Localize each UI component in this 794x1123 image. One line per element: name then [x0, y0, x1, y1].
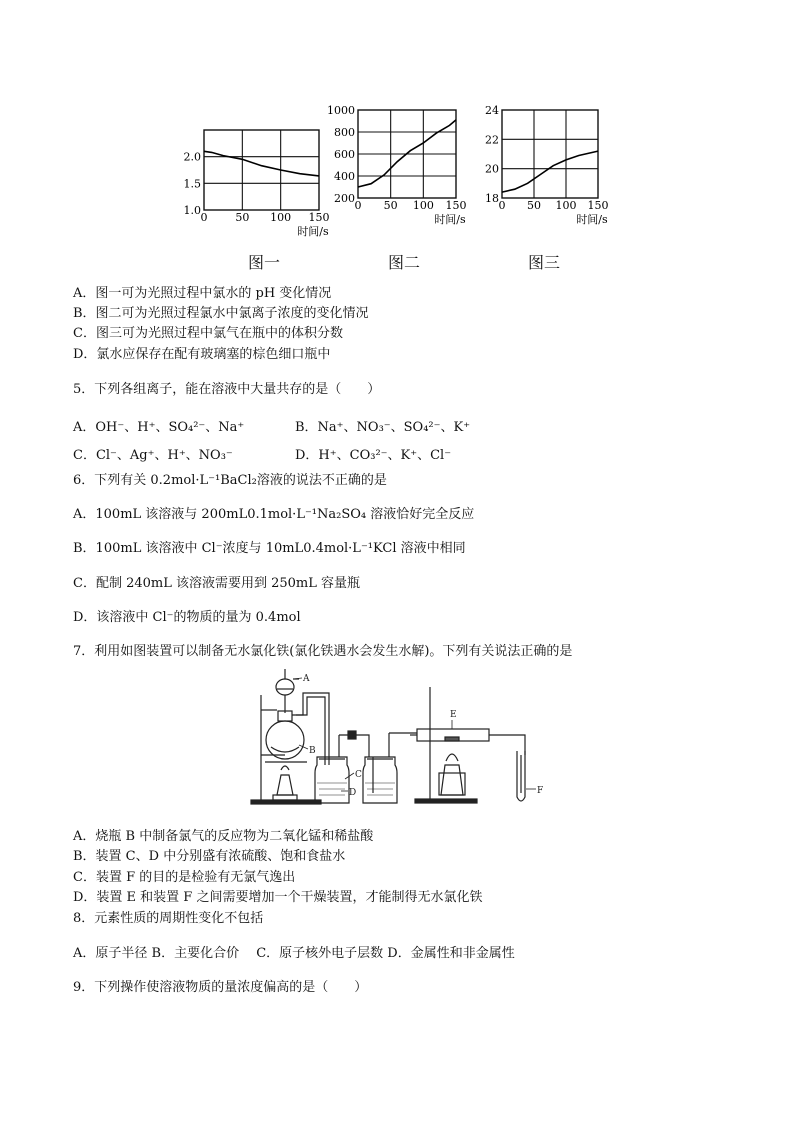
y-tick-label: 600	[334, 148, 355, 161]
chart-figure-1	[180, 122, 330, 247]
plot-frame	[204, 130, 319, 210]
q9-stem: 9．下列操作使溶液物质的量浓度偏高的是（ ）	[73, 980, 368, 995]
q6-option-d: D．该溶液中 Cl⁻的物质的量为 0.4mol	[73, 610, 301, 625]
apparatus-diagram	[245, 665, 560, 810]
q8-options: A．原子半径 B．主要化合价 C．原子核外电子层数 D．金属性和非金属性	[73, 946, 515, 961]
q4-option-b: B．图二可为光照过程氯水中氯离子浓度的变化情况	[73, 306, 369, 321]
y-tick-label: 24	[485, 104, 499, 117]
q6-option-b: B．100mL 该溶液中 Cl⁻浓度与 10mL0.4mol·L⁻¹KCl 溶液中相同	[73, 541, 466, 556]
x-axis-label: 时间/s	[434, 213, 466, 226]
q6-stem: 6．下列有关 0.2mol·L⁻¹BaCl₂溶液的说法不正确的是	[73, 473, 387, 488]
y-tick-label: 400	[334, 170, 355, 183]
q7-option-a: A．烧瓶 B 中制备氯气的反应物为二氧化锰和稀盐酸	[73, 829, 374, 844]
x-tick-label: 50	[527, 199, 541, 212]
chart-figure-3	[478, 100, 618, 235]
y-tick-label: 22	[485, 133, 499, 147]
label-e: E	[450, 710, 457, 720]
q6-option-a: A．100mL 该溶液与 200mL0.1mol·L⁻¹Na₂SO₄ 溶液恰好完全反应	[73, 507, 475, 522]
series-line	[502, 151, 598, 192]
x-tick-label: 50	[383, 199, 398, 212]
x-tick-label: 100	[270, 211, 292, 224]
y-tick-label: 1.0	[183, 204, 201, 217]
label-c: C	[355, 770, 362, 780]
figure-caption-3: 图三	[528, 253, 561, 272]
q7-option-b: B．装置 C、D 中分别盛有浓硫酸、饱和食盐水	[73, 849, 346, 864]
y-tick-label: 2.0	[183, 150, 201, 164]
x-tick-label: 150	[308, 211, 330, 224]
q5-option-c: C．Cl⁻、Ag⁺、H⁺、NO₃⁻	[73, 448, 233, 463]
label-b: B	[309, 746, 316, 756]
x-tick-label: 100	[555, 199, 577, 212]
q4-option-a: A．图一可为光照过程中氯水的 pH 变化情况	[73, 286, 332, 301]
x-axis-label: 时间/s	[297, 225, 329, 238]
q7-stem: 7．利用如图装置可以制备无水氯化铁(氯化铁遇水会发生水解)。下列有关说法正确的是	[73, 644, 573, 659]
label-d: D	[349, 788, 357, 798]
y-tick-label: 18	[485, 192, 499, 205]
x-tick-label: 0	[498, 199, 506, 212]
y-tick-label: 800	[334, 126, 355, 139]
q4-option-d: D．氯水应保存在配有玻璃塞的棕色细口瓶中	[73, 347, 331, 362]
q5-stem: 5．下列各组离子，能在溶液中大量共存的是（ ）	[73, 382, 381, 397]
chart-figure-2	[327, 100, 470, 235]
x-tick-label: 150	[445, 199, 467, 212]
x-tick-label: 0	[354, 199, 362, 212]
q4-option-c: C．图三可为光照过程中氯气在瓶中的体积分数	[73, 326, 343, 341]
figure-caption-1: 图一	[248, 253, 281, 272]
x-tick-label: 50	[235, 211, 250, 224]
series-line	[358, 120, 456, 187]
q5-option-a: A．OH⁻、H⁺、SO₄²⁻、Na⁺	[73, 420, 245, 435]
q8-stem: 8．元素性质的周期性变化不包括	[73, 911, 264, 926]
figure-caption-2: 图二	[388, 253, 421, 272]
y-tick-label: 1.5	[183, 177, 201, 191]
x-tick-label: 100	[412, 199, 434, 212]
q5-option-d: D．H⁺、CO₃²⁻、K⁺、Cl⁻	[295, 448, 452, 463]
x-axis-label: 时间/s	[576, 213, 608, 226]
x-tick-label: 0	[200, 211, 208, 224]
label-a: A	[303, 674, 310, 684]
q7-option-c: C．装置 F 的目的是检验有无氯气逸出	[73, 870, 296, 885]
q5-option-b: B．Na⁺、NO₃⁻、SO₄²⁻、K⁺	[295, 420, 471, 435]
label-f: F	[537, 786, 544, 796]
y-tick-label: 1000	[327, 104, 355, 117]
q6-option-c: C．配制 240mL 该溶液需要用到 250mL 容量瓶	[73, 576, 361, 591]
series-line	[204, 151, 319, 176]
y-tick-label: 20	[485, 162, 499, 176]
q7-option-d: D．装置 E 和装置 F 之间需要增加一个干燥装置，才能制得无水氯化铁	[73, 890, 483, 905]
y-tick-label: 200	[334, 192, 355, 205]
x-tick-label: 150	[587, 199, 609, 212]
